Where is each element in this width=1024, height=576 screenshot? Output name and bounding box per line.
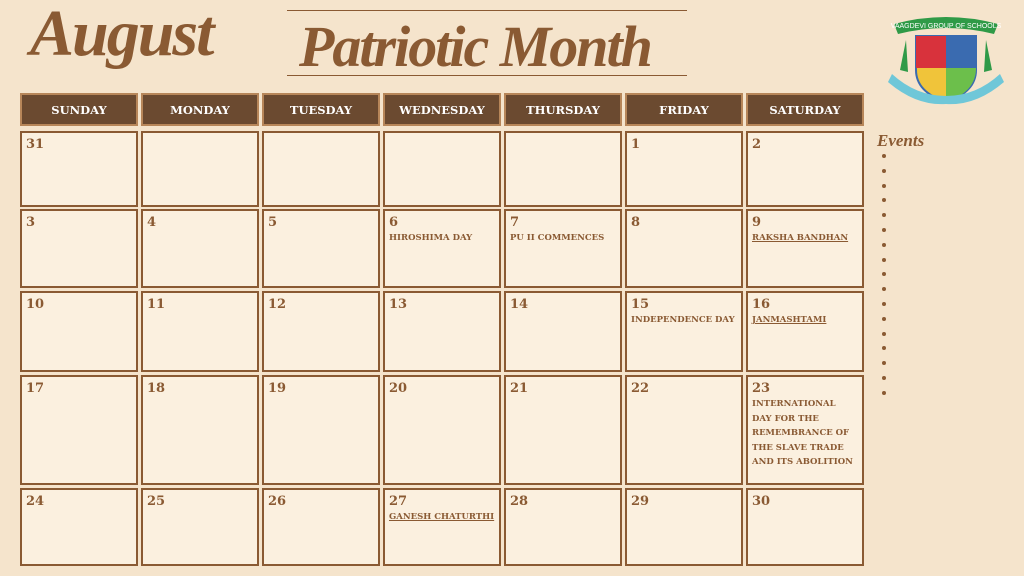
calendar-day-cell[interactable] <box>625 209 743 288</box>
date-number: 26 <box>268 494 287 509</box>
event-bullet <box>882 184 886 188</box>
calendar-day-cell[interactable] <box>141 291 259 372</box>
event-bullet <box>882 258 886 262</box>
events-list <box>880 154 886 406</box>
date-number: 15 <box>631 297 650 312</box>
calendar-day-cell[interactable] <box>504 375 622 485</box>
event-link[interactable]: GANESH CHATURTHI <box>389 512 495 522</box>
date-number: 31 <box>26 137 45 152</box>
event-bullet <box>882 154 886 158</box>
date-number: 18 <box>147 381 166 396</box>
date-number: 21 <box>510 381 529 396</box>
date-number: 23 <box>752 381 771 396</box>
date-number: 6 <box>389 215 399 230</box>
weekday-header-sunday: SUNDAY <box>20 93 138 126</box>
date-number: 12 <box>268 297 287 312</box>
calendar-day-cell[interactable] <box>746 209 864 288</box>
date-number: 13 <box>389 297 408 312</box>
date-number: 30 <box>752 494 771 509</box>
calendar-day-cell[interactable] <box>383 488 501 566</box>
weekday-header-tuesday: TUESDAY <box>262 93 380 126</box>
event-bullet <box>882 376 886 380</box>
calendar-day-cell[interactable] <box>383 131 501 207</box>
date-number: 5 <box>268 215 278 230</box>
month-title: August <box>30 0 213 70</box>
date-number: 1 <box>631 137 641 152</box>
event-bullet <box>882 302 886 306</box>
event-bullet <box>882 332 886 336</box>
date-number: 2 <box>752 137 762 152</box>
calendar-day-cell[interactable] <box>20 131 138 207</box>
date-number: 22 <box>631 381 650 396</box>
calendar-day-cell[interactable] <box>383 209 501 288</box>
calendar-day-cell[interactable] <box>262 291 380 372</box>
month-theme-title: Patriotic Month <box>299 14 651 79</box>
date-number: 7 <box>510 215 520 230</box>
date-number: 25 <box>147 494 166 509</box>
calendar-day-cell[interactable] <box>625 375 743 485</box>
events-heading: Events <box>877 131 925 150</box>
calendar-day-cell[interactable] <box>504 488 622 566</box>
calendar-day-cell[interactable] <box>504 131 622 207</box>
calendar-day-cell[interactable] <box>625 131 743 207</box>
calendar-day-cell[interactable] <box>746 488 864 566</box>
event-bullet <box>882 228 886 232</box>
event-label: PU II COMMENCES <box>510 233 605 243</box>
event-label: INDEPENDENCE DAY <box>631 315 735 325</box>
event-label: INTERNATIONAL DAY FOR THE REMEMBRANCE OF THE SLAVE TRADE AND ITS ABOLITION <box>752 399 853 467</box>
event-link[interactable]: JANMASHTAMI <box>752 315 827 325</box>
calendar-day-cell[interactable] <box>141 209 259 288</box>
event-bullet <box>882 346 886 350</box>
calendar-day-cell[interactable] <box>383 375 501 485</box>
weekday-header-saturday: SATURDAY <box>746 93 864 126</box>
date-number: 17 <box>26 381 45 396</box>
event-bullet <box>882 198 886 202</box>
date-number: 27 <box>389 494 408 509</box>
date-number: 28 <box>510 494 529 509</box>
date-number: 3 <box>26 215 36 230</box>
calendar-day-cell[interactable] <box>746 291 864 372</box>
date-number: 16 <box>752 297 771 312</box>
event-link[interactable]: RAKSHA BANDHAN <box>752 233 849 243</box>
calendar-day-cell[interactable] <box>262 488 380 566</box>
event-bullet <box>882 317 886 321</box>
date-number: 29 <box>631 494 650 509</box>
event-bullet <box>882 243 886 247</box>
date-number: 10 <box>26 297 45 312</box>
calendar-day-cell[interactable] <box>504 209 622 288</box>
school-crest-logo <box>886 10 1006 110</box>
event-bullet <box>882 361 886 365</box>
date-number: 4 <box>147 215 157 230</box>
event-bullet <box>882 272 886 276</box>
date-number: 14 <box>510 297 529 312</box>
event-bullet <box>882 169 886 173</box>
calendar-day-cell[interactable] <box>141 131 259 207</box>
weekday-header-wednesday: WEDNESDAY <box>383 93 501 126</box>
weekday-header-monday: MONDAY <box>141 93 259 126</box>
calendar-day-cell[interactable] <box>746 375 864 485</box>
calendar-day-cell[interactable] <box>20 375 138 485</box>
logo-lettering: VAAGDEVI GROUP OF SCHOOLS <box>890 23 1002 30</box>
event-bullet <box>882 391 886 395</box>
calendar-day-cell[interactable] <box>262 209 380 288</box>
weekday-header-thursday: THURSDAY <box>504 93 622 126</box>
date-number: 19 <box>268 381 287 396</box>
subtitle-frame <box>287 10 687 79</box>
calendar-day-cell[interactable] <box>141 375 259 485</box>
weekday-header-friday: FRIDAY <box>625 93 743 126</box>
calendar-day-cell[interactable] <box>20 291 138 372</box>
calendar-day-cell[interactable] <box>20 209 138 288</box>
calendar-day-cell[interactable] <box>262 131 380 207</box>
calendar-day-cell[interactable] <box>746 131 864 207</box>
calendar-day-cell[interactable] <box>625 291 743 372</box>
calendar-day-cell[interactable] <box>625 488 743 566</box>
event-label: HIROSHIMA DAY <box>389 233 473 243</box>
date-number: 8 <box>631 215 641 230</box>
date-number: 20 <box>389 381 408 396</box>
date-number: 11 <box>147 297 166 312</box>
calendar-day-cell[interactable] <box>141 488 259 566</box>
date-number: 24 <box>26 494 45 509</box>
calendar-day-cell[interactable] <box>383 291 501 372</box>
calendar-day-cell[interactable] <box>262 375 380 485</box>
calendar-day-cell[interactable] <box>20 488 138 566</box>
date-number: 9 <box>752 215 762 230</box>
event-bullet <box>882 213 886 217</box>
event-bullet <box>882 287 886 291</box>
calendar-day-cell[interactable] <box>504 291 622 372</box>
